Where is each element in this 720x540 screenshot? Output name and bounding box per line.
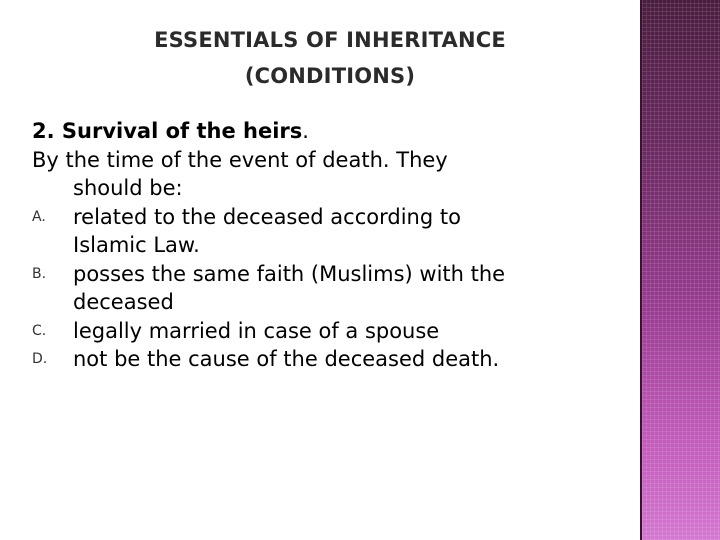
heading-line — [32, 117, 632, 146]
title-line-2: (CONDITIONS) — [244, 64, 416, 88]
list-item-b — [32, 260, 632, 317]
list-item-d — [32, 345, 632, 374]
list-item-b-line-2: deceased — [73, 290, 174, 314]
decorative-sidebar — [642, 0, 720, 540]
slide-title — [60, 22, 600, 94]
list-item-a — [32, 203, 632, 260]
list-item-a-line-2: Islamic Law. — [73, 233, 200, 257]
list-marker-d: D. — [32, 351, 48, 367]
heading-period: . — [302, 119, 309, 143]
intro-line-2: should be: — [73, 176, 183, 200]
list-item-c-line-1: legally married in case of a spouse — [73, 318, 440, 343]
list-marker-b: B. — [32, 265, 47, 282]
title-line-1: ESSENTIALS OF INHERITANCE — [154, 28, 506, 52]
list-item-c — [32, 317, 632, 346]
list-item-b-line-1: posses the same faith (Muslims) with the — [73, 261, 506, 286]
list-item-d-line-1: not be the cause of the deceased death. — [73, 347, 500, 371]
list-marker-a: A. — [32, 208, 46, 225]
list-item-a-line-1: related to the deceased according to — [73, 204, 461, 229]
intro-line-1: By the time of the event of death. They — [32, 147, 448, 172]
list-marker-c: C. — [32, 322, 47, 339]
slide-body — [32, 117, 632, 374]
heading-text: 2. Survival of the heirs — [32, 119, 303, 143]
